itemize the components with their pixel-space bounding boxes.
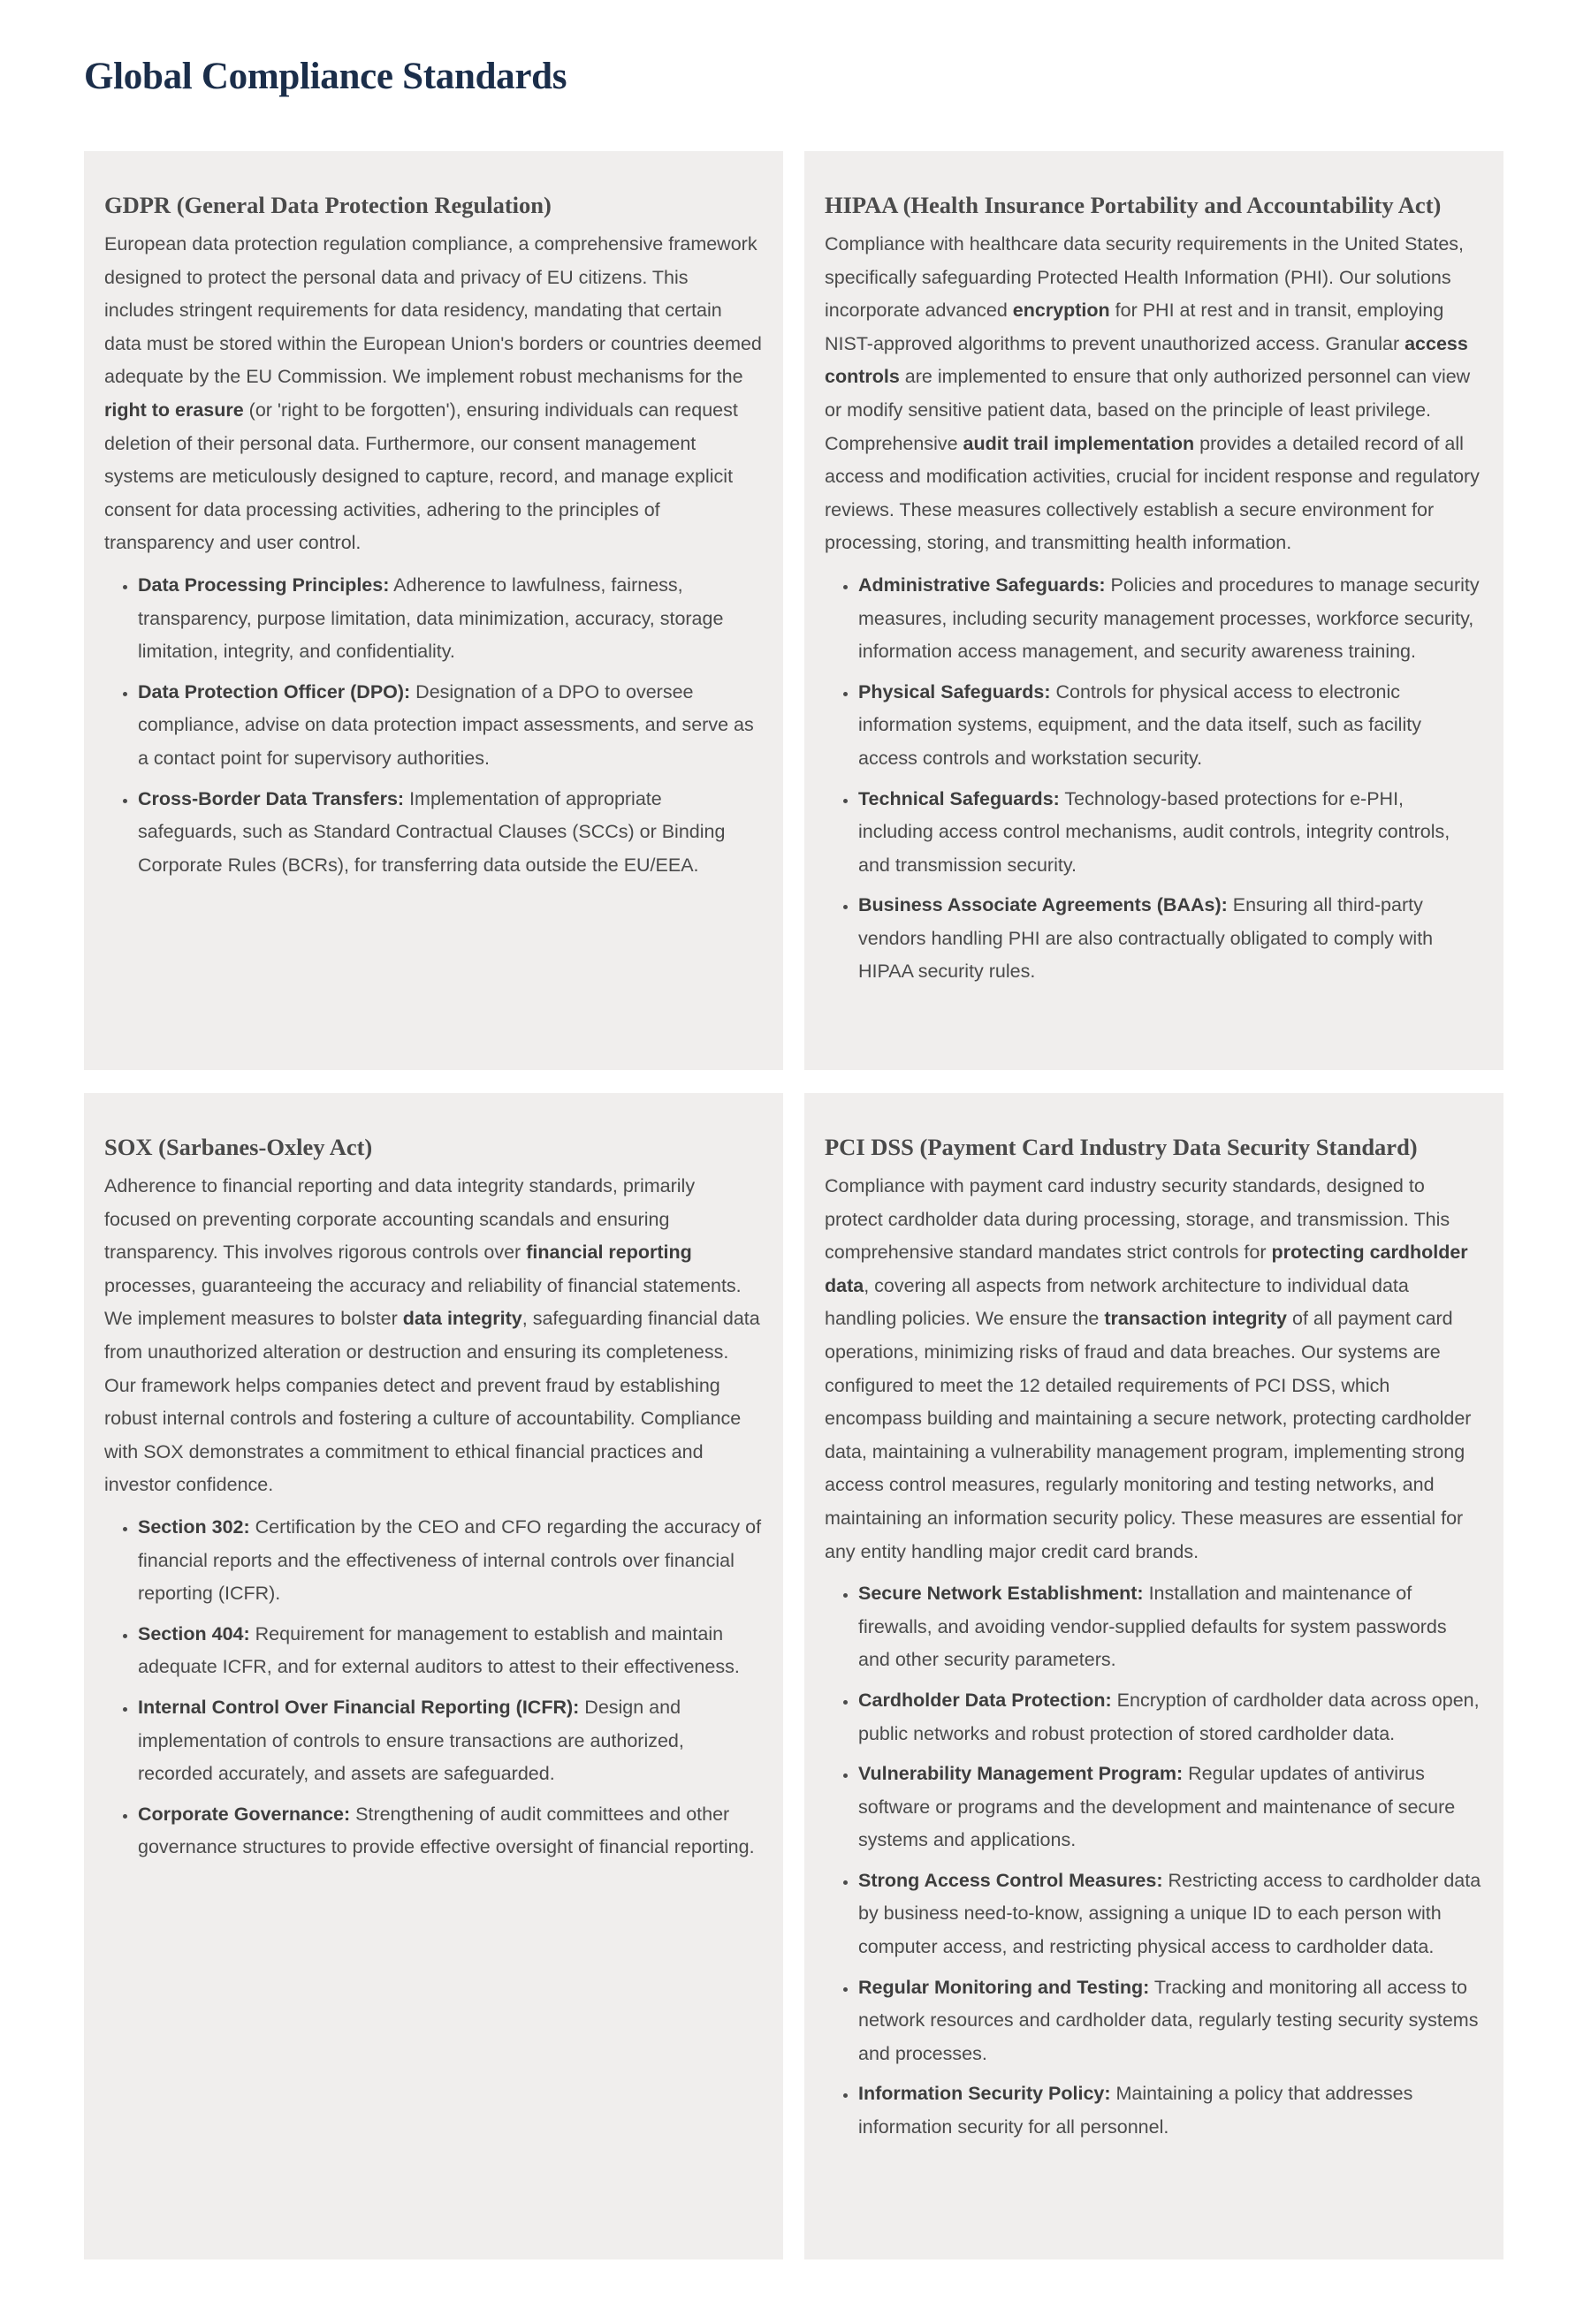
list-item-label: Corporate Governance:: [138, 1803, 351, 1825]
list-item-label: Data Protection Officer (DPO):: [138, 680, 411, 703]
list-item-label: Section 404:: [138, 1622, 250, 1644]
list-item: [138, 569, 763, 669]
body-text: processes, guaranteeing the accuracy and reliability of financial statements. We implement measures to bolster: [104, 1274, 742, 1330]
list-item-label: Administrative Safeguards:: [858, 573, 1106, 596]
list-item-text: Tracking and monitoring all access to network resources and cardholder data, regularly testing security systems and processes.: [858, 1976, 1479, 2064]
body-text: (or 'right to be forgotten'), ensuring individuals can request deletion of their personal data. Furthermore, our consent management systems are meticulously designed to capture, record, and manage explicit consent for data processing activities, adhering to the principles of transparency and user control.: [104, 399, 738, 554]
list-item-text: Designation of a DPO to oversee compliance, advise on data protection impact assessments, and serve as a contact point for supervisory authorities.: [138, 680, 754, 769]
card-list: [825, 569, 1483, 989]
card-hipaa: [804, 151, 1503, 1070]
emphasis-text: right to erasure: [104, 399, 244, 421]
list-item: [858, 1684, 1483, 1751]
list-item-text: Encryption of cardholder data across open, public networks and robust protection of stored cardholder data.: [858, 1689, 1480, 1744]
list-item-label: Physical Safeguards:: [858, 680, 1051, 703]
list-item-label: Technical Safeguards:: [858, 787, 1060, 809]
card-description: [825, 1170, 1483, 1568]
body-text: Compliance with payment card industry security standards, designed to protect cardholder data during processing, storage, and transmission. This comprehensive standard mandates strict controls for: [825, 1175, 1450, 1264]
card-list: [825, 1577, 1483, 2145]
emphasis-text: protecting cardholder data: [825, 1242, 1468, 1296]
emphasis-text: encryption: [1012, 300, 1110, 322]
emphasis-text: audit trail implementation: [963, 432, 1195, 454]
body-text: provides a detailed record of all access and modification activities, crucial for incident response and regulatory reviews. These measures collectively establish a secure environment for processing, storing, and transmitting health information.: [825, 432, 1480, 554]
list-item-label: Data Processing Principles:: [138, 573, 390, 596]
list-item: [138, 676, 763, 776]
card-gdpr: [84, 151, 783, 1070]
list-item-label: Cardholder Data Protection:: [858, 1689, 1112, 1711]
card-sox: [84, 1093, 783, 2259]
list-item-text: Restricting access to cardholder data by business need-to-know, assigning a unique ID to each person with computer access, and restricting physical access to cardholder data.: [858, 1869, 1481, 1958]
body-text: , safeguarding financial data from unauthorized alteration or destruction and ensuring its completeness. Our framework helps companies detect and prevent fraud by establishing robust internal controls and fostering a culture of accountability. Compliance with SOX demonstrates a commitment to ethical financial practices and investor confidence.: [104, 1308, 760, 1496]
list-item: [858, 1758, 1483, 1857]
list-item: [858, 569, 1483, 669]
list-item-text: Adherence to lawfulness, fairness, transparency, purpose limitation, data minimization, accuracy, storage limitation, integrity, and confidentiality.: [138, 573, 724, 663]
list-item-label: Cross-Border Data Transfers:: [138, 787, 405, 809]
card-pci-dss: [804, 1093, 1503, 2259]
page-title: Global Compliance Standards: [84, 56, 567, 97]
list-item: [858, 1865, 1483, 1964]
card-title: SOX (Sarbanes-Oxley Act): [104, 1134, 373, 1160]
list-item: [138, 1618, 763, 1684]
list-item-text: Requirement for management to establish and maintain adequate ICFR, and for external auditors to attest to their effectiveness.: [138, 1622, 740, 1678]
emphasis-text: data integrity: [402, 1308, 522, 1330]
list-item-label: Strong Access Control Measures:: [858, 1869, 1163, 1891]
standards-grid: [84, 151, 1503, 2259]
emphasis-text: financial reporting: [526, 1242, 692, 1264]
card-list: [104, 569, 763, 882]
list-item: [858, 1971, 1483, 2071]
list-item: [858, 783, 1483, 883]
card-description: [825, 228, 1483, 560]
list-item: [138, 1691, 763, 1791]
body-text: Adherence to financial reporting and data integrity standards, primarily focused on preventing corporate accounting scandals and ensuring transparency. This involves rigorous controls over: [104, 1175, 696, 1264]
list-item-label: Information Security Policy:: [858, 2083, 1111, 2105]
card-description: [104, 1170, 763, 1502]
list-item-label: Business Associate Agreements (BAAs):: [858, 894, 1228, 916]
body-text: , covering all aspects from network architecture to individual data handling policies. We ensure the: [825, 1274, 1409, 1330]
list-item-label: Section 302:: [138, 1515, 250, 1538]
list-item-label: Regular Monitoring and Testing:: [858, 1976, 1150, 1998]
list-item: [138, 1798, 763, 1865]
card-title: PCI DSS (Payment Card Industry Data Security Standard): [825, 1134, 1418, 1160]
list-item-text: Implementation of appropriate safeguards, such as Standard Contractual Clauses (SCCs) or Binding Corporate Rules (BCRs), for transferring data outside the EU/EEA.: [138, 787, 726, 876]
list-item-text: Technology-based protections for e-PHI, including access control mechanisms, audit controls, integrity controls, and transmission security.: [858, 787, 1450, 876]
list-item-text: Policies and procedures to manage security measures, including security management processes, workforce security, information access management, and security awareness training.: [858, 573, 1480, 663]
list-item: [858, 1577, 1483, 1677]
list-item-text: Design and implementation of controls to ensure transactions are authorized, recorded accurately, and assets are safeguarded.: [138, 1696, 684, 1785]
list-item-text: Ensuring all third-party vendors handling PHI are also contractually obligated to comply with HIPAA security rules.: [858, 894, 1434, 983]
emphasis-text: access controls: [825, 332, 1468, 388]
card-description: [104, 228, 763, 560]
list-item: [858, 889, 1483, 989]
list-item-text: Certification by the CEO and CFO regarding the accuracy of financial reports and the effectiveness of internal controls over financial reporting (ICFR).: [138, 1515, 762, 1605]
body-text: for PHI at rest and in transit, employing NIST-approved algorithms to prevent unauthorized access. Granular: [825, 300, 1444, 354]
list-item-text: Strengthening of audit committees and other governance structures to provide effective oversight of financial reporting.: [138, 1803, 755, 1858]
list-item-text: Controls for physical access to electronic information systems, equipment, and the data itself, such as facility access controls and workstation security.: [858, 680, 1421, 769]
card-title: GDPR (General Data Protection Regulation): [104, 192, 552, 218]
body-text: of all payment card operations, minimizing risks of fraud and data breaches. Our systems are configured to meet the 12 detailed requirements of PCI DSS, which encompass building and maintaining a secure network, protecting cardholder data, maintaining a vulnerability management program, implementing strong access control measures, regularly monitoring and testing networks, and maintaining an information security policy. These measures are essential for any entity handling major credit card brands.: [825, 1308, 1472, 1562]
list-item-text: Maintaining a policy that addresses information security for all personnel.: [858, 2083, 1413, 2138]
body-text: are implemented to ensure that only authorized personnel can view or modify sensitive patient data, based on the principle of least privilege. Comprehensive: [825, 366, 1471, 454]
list-item-label: Internal Control Over Financial Reporting (ICFR):: [138, 1696, 580, 1718]
list-item-text: Regular updates of antivirus software or programs and the development and maintenance of secure systems and applications.: [858, 1763, 1456, 1851]
body-text: European data protection regulation compliance, a comprehensive framework designed to protect the personal data and privacy of EU citizens. This includes stringent requirements for data residency, mandating that certain data must be stored within the European Union's borders or countries deemed adequate by the EU Commission. We implement robust mechanisms for the: [104, 233, 762, 388]
list-item: [858, 2077, 1483, 2144]
list-item-label: Secure Network Establishment:: [858, 1583, 1144, 1605]
card-title: HIPAA (Health Insurance Portability and Accountability Act): [825, 192, 1442, 218]
body-text: Compliance with healthcare data security requirements in the United States, specifically safeguarding Protected Health Information (PHI). Our solutions incorporate advanced: [825, 233, 1465, 322]
emphasis-text: transaction integrity: [1104, 1308, 1288, 1330]
list-item: [138, 1511, 763, 1611]
list-item-label: Vulnerability Management Program:: [858, 1763, 1184, 1785]
card-list: [104, 1511, 763, 1865]
list-item: [138, 783, 763, 883]
list-item-text: Installation and maintenance of firewalls, and avoiding vendor-supplied defaults for system passwords and other security parameters.: [858, 1583, 1447, 1671]
list-item: [858, 676, 1483, 776]
